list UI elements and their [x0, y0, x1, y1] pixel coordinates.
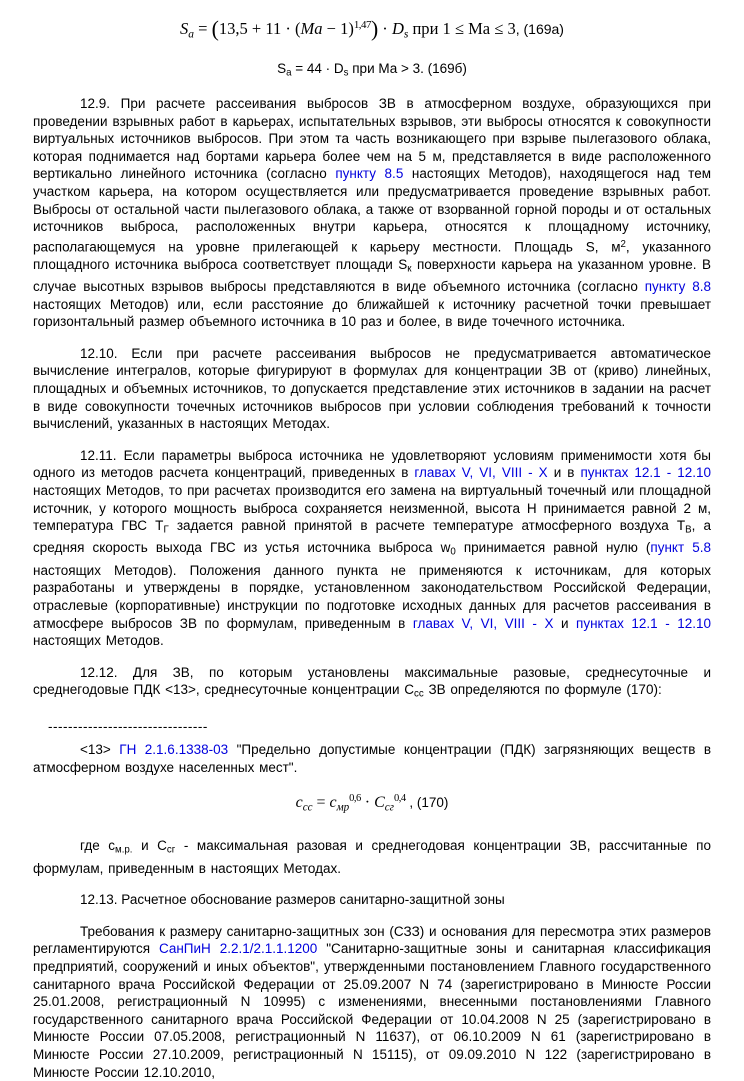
text-segment: 0 [450, 547, 456, 559]
text-segment: , (169а) [515, 21, 564, 37]
text-segment: · [360, 794, 375, 812]
text-segment: , указанного площадного источника выброса соответствует площади S [33, 239, 711, 272]
doc-hyperlink[interactable]: пункту 8.5 [335, 166, 404, 182]
paragraph-12-12 [33, 664, 711, 704]
text-segment: c [295, 794, 303, 812]
text-segment: D [391, 19, 404, 38]
text-segment: S [180, 19, 189, 38]
text-segment: при 1 ≤ Ma ≤ 3 [408, 19, 516, 38]
text-segment: = [312, 794, 330, 812]
paragraph-12-9 [33, 95, 711, 331]
text-segment: настоящих Методов), находящегося над тем участком карьера, на котором осуществляется или предусматривается проведение взрывных работ. Выбросы от остальной части пылегазового облака, а также от взорванной горной породы и от остальных источников выброса, расположенных внутри карьера, относятся к площадному источнику, располагающемуся на уровне прилегающей к карьеру местности. Площадь S, м [33, 166, 711, 255]
doc-hyperlink[interactable]: пунктах 12.1 - 12.10 [580, 465, 712, 481]
text-segment: 1,47 [353, 19, 371, 31]
text-segment: 12.10. Если при расчете рассеивания выбросов не предусматривается автоматическое вычисление интегралов, которые фигурируют в формулах для концентрации ЗВ от (криво) линейных, площадных и объемных источников, то допускается представление этих источников в задании на расчет в виде совокупности точечных источников выбросов при условии соблюдения требований к точности вычислений, указанных в настоящих Методах. [33, 345, 711, 432]
text-segment: , (170) [405, 795, 449, 811]
footnote-13 [33, 741, 711, 776]
text-segment: м.р. [115, 845, 133, 857]
text-segment: s [403, 28, 409, 41]
text-segment: a [188, 28, 195, 41]
text-segment: c [329, 794, 337, 812]
text-segment: а [286, 67, 292, 79]
text-segment: "Санитарно-защитные зоны и санитарная классификация предприятий, сооружений и иных объектов", утвержденными постановлением Главного государственного санитарного врача Российской Федерации от 25.09.2007 N 74 (зарегистрировано в Минюсте России 25.01.2008, регистрационный N 10995) с изменениями, внесенными постановлениями Главного государственного санитарного врача Российской Федерации от 10.04.2008 N 25 (зарегистрировано в Минюсте России 07.05.2008, регистрационный N 11637), от 06.10.2009 N 61 (зарегистрировано в Минюсте России 27.10.2009, регистрационный N 15115), от 09.09.2010 N 122 (зарегистрировано в Минюсте России 12.10.2010, [33, 941, 711, 1080]
doc-hyperlink[interactable]: главах V, VI, VIII - X [412, 615, 554, 631]
paragraph-gde-definitions [33, 837, 711, 877]
doc-hyperlink[interactable]: ГН 2.1.6.1338-03 [119, 742, 229, 758]
text-segment: = [194, 19, 212, 38]
text-segment: принимается равной нулю ( [455, 540, 651, 556]
paragraph-szz-requirements [33, 923, 711, 1081]
text-segment: − 1 [322, 19, 349, 38]
text-segment: ЗВ определяются по формуле (170): [423, 682, 662, 698]
text-segment: и в [547, 465, 581, 481]
doc-hyperlink[interactable]: СанПиН 2.2.1/2.1.1.1200 [158, 941, 318, 957]
text-segment: 12.11. Если параметры выброса источника не удовлетворяют условиям применимости хотя бы одного из методов расчета концентраций, приведенных в [33, 447, 711, 481]
formula-170 [33, 790, 711, 817]
text-segment: C [374, 794, 385, 812]
text-segment: к [407, 263, 412, 275]
text-segment: <13> [80, 742, 120, 758]
text-segment: ) [348, 19, 354, 38]
doc-hyperlink[interactable]: пункт 5.8 [650, 540, 711, 556]
text-segment: сг [384, 801, 394, 814]
text-segment: и С [132, 838, 167, 854]
footnote-separator: -------------------------------- [48, 718, 208, 734]
text-segment: настоящих Методов. [33, 633, 164, 649]
text-segment: 12.13. Расчетное обоснование размеров санитарно-защитной зоны [80, 892, 505, 908]
text-segment: s [343, 67, 349, 79]
text-segment: Ma [300, 19, 323, 38]
text-segment: задается равной принятой в расчете температуре атмосферного воздуха Т [168, 518, 686, 534]
text-segment: ( [294, 19, 301, 38]
text-segment: В [685, 524, 692, 536]
text-segment: поверхности карьера на указанном уровне. В случае высотных взрывов выбросы представляются в виде объемного источника (согласно [33, 256, 711, 294]
text-segment: - максимальная разовая и среднегодовая концентрации ЗВ, рассчитанные по формулам, приведенным в настоящих Методах. [33, 838, 711, 876]
text-segment: 12.9. При расчете рассеивания выбросов ЗВ в атмосферном воздухе, образующихся при проведении взрывных работ в карьерах, испытательных взрывов, эти выбросы относятся к совокупности виртуальных источников выбросов. При этом та часть возникающего при взрыве пылегазового облака, которая поднимается над бортами карьера более чем на 5 м, представляется в виде расположенного вертикально линейного источника (согласно [33, 95, 711, 182]
doc-hyperlink[interactable]: пунктах 12.1 - 12.10 [576, 615, 711, 631]
text-segment: мр [336, 801, 350, 814]
doc-hyperlink[interactable]: пункту 8.8 [644, 279, 711, 294]
text-segment: где с [80, 838, 116, 854]
text-segment: сс [302, 801, 313, 814]
text-segment: настоящих Методов, то при расчетах производится его замена на виртуальный точечный или площадной источник, у которого мощность выброса сохраняется неизменной, высота H принимается равной 2 м, температура ГВС Т [33, 482, 711, 534]
text-segment: , а средняя скорость выхода ГВС из устья источника выброса w [33, 518, 711, 556]
text-segment: = 44 · D [291, 60, 344, 76]
text-segment: сг [166, 845, 176, 857]
text-segment: Г [163, 524, 169, 536]
text-segment: "Предельно допустимые концентрации (ПДК) загрязняющих веществ в атмосферном воздухе населенных мест". [33, 742, 712, 775]
text-segment: при Ма > 3. (169б) [348, 60, 467, 76]
text-segment: и [553, 615, 577, 631]
text-segment: 0,6 [349, 793, 361, 805]
text-segment: Требования к размеру санитарно-защитных зон (СЗЗ) и основания для пересмотра этих размеров регламентируются [33, 923, 711, 957]
heading-12-13 [33, 891, 711, 909]
doc-hyperlink[interactable]: главах V, VI, VIII - X [414, 465, 548, 481]
text-segment: 2 [620, 238, 626, 250]
formula-169b [33, 60, 711, 82]
paragraph-12-11 [33, 447, 711, 650]
text-segment: ( [211, 17, 219, 42]
text-segment: 0,4 [393, 793, 406, 805]
formula-169a [33, 10, 711, 50]
text-segment: настоящих Методов). Положения данного пункта не применяются к источникам, для которых разработаны и утверждены в порядке, установленном законодательством Российской Федерации, отраслевые (корпоративные) инструкции по подготовке исходных данных для расчетов рассеивания в атмосфере выбросов ЗВ по формулам, приведенным в [33, 562, 711, 631]
text-segment: · [378, 19, 392, 38]
text-segment: S [277, 60, 287, 76]
text-segment: сс [414, 689, 424, 701]
text-segment: 12.12. Для ЗВ, по которым установлены максимальные разовые, среднесуточные и среднегодовые ПДК <13>, среднесуточные концентрации С [33, 664, 711, 698]
text-segment: ) [370, 17, 379, 42]
paragraph-12-10 [33, 345, 711, 433]
text-segment: 13,5 + 11 · [218, 19, 295, 38]
text-segment: настоящих Методов) или, если расстояние до ближайшей к источнику расчетной точки превышает горизонтальный размер объемного источника в 10 раз и более, в виде точечного источника. [33, 296, 711, 330]
